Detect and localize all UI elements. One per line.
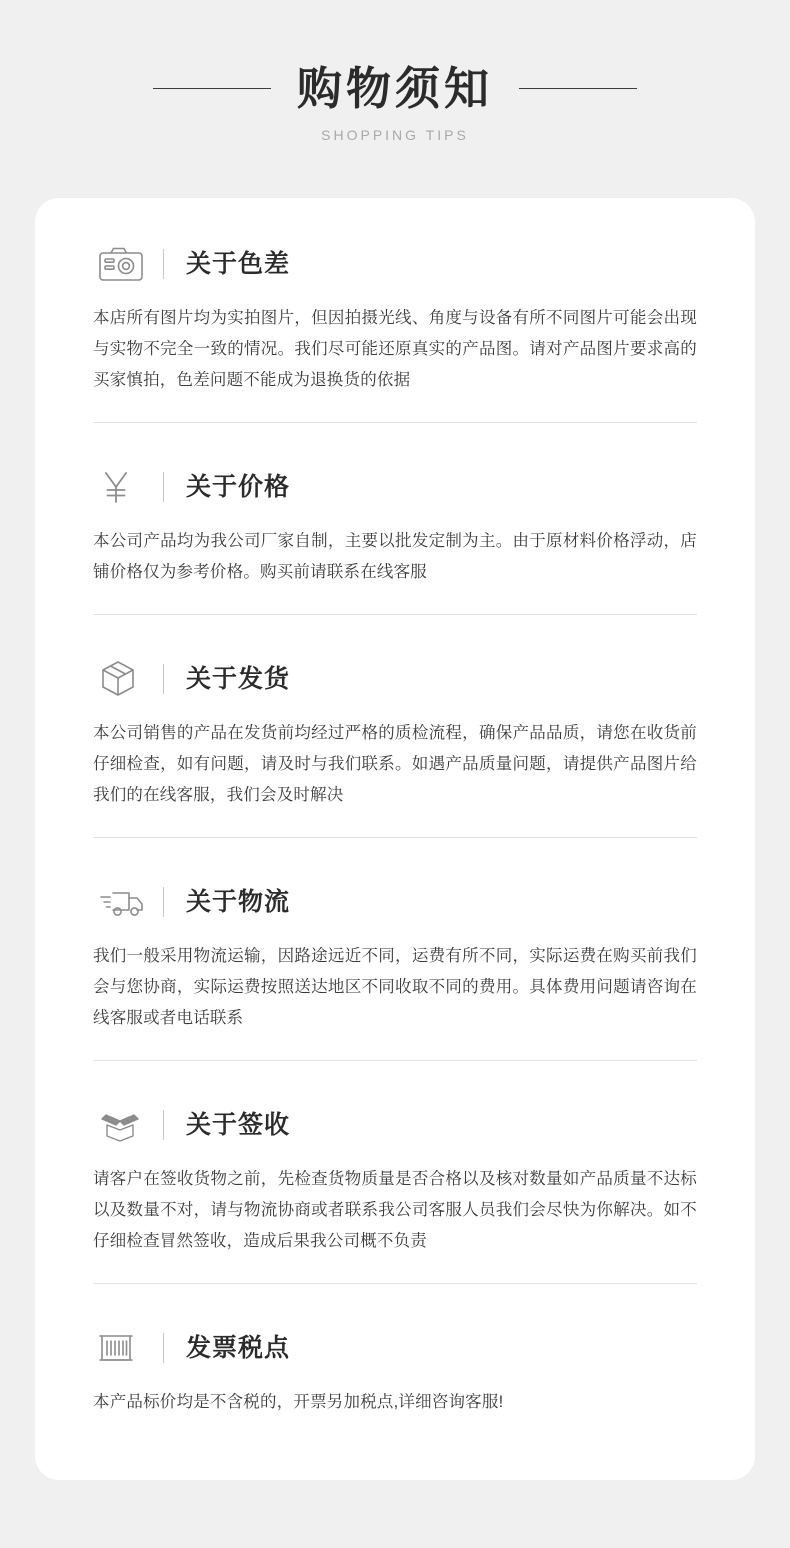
- section-title: 关于价格: [186, 472, 291, 501]
- tips-card: [35, 198, 755, 1480]
- section-body: 本公司产品均为我公司厂家自制，主要以批发定制为主。由于原材料价格浮动，店铺价格仅为参考价格。购买前请联系在线客服: [93, 532, 697, 581]
- truck-icon: [99, 880, 161, 924]
- tip-section-logistics: [93, 838, 697, 1061]
- section-title: 关于发货: [186, 664, 291, 693]
- page-title: 购物须知: [296, 63, 493, 114]
- section-title: 关于色差: [186, 249, 291, 278]
- page-header: [0, 0, 790, 143]
- section-head: [93, 1326, 697, 1370]
- section-divider: [163, 1333, 164, 1363]
- section-divider: [163, 249, 164, 279]
- section-title: 关于物流: [186, 887, 291, 916]
- header-rule-right: [519, 88, 637, 89]
- section-body: 本店所有图片均为实拍图片，但因拍摄光线、角度与设备有所不同图片可能会出现与实物不完全一致的情况。我们尽可能还原真实的产品图。请对产品图片要求高的买家慎拍，色差问题不能成为退换货的依据: [93, 309, 697, 389]
- tip-section-shipping: [93, 615, 697, 838]
- section-body: 本产品标价均是不含税的，开票另加税点,详细咨询客服!: [93, 1393, 504, 1411]
- section-body: 本公司销售的产品在发货前均经过严格的质检流程，确保产品品质，请您在收货前仔细检查，如有问题，请及时与我们联系。如遇产品质量问题，请提供产品图片给我们的在线客服，我们会及时解决: [93, 724, 697, 804]
- section-divider: [163, 472, 164, 502]
- tip-section-color: [93, 198, 697, 423]
- yen-icon: [99, 465, 161, 509]
- tip-section-invoice: [93, 1284, 697, 1448]
- section-divider: [163, 1110, 164, 1140]
- section-head: [93, 657, 697, 701]
- section-title: 发票税点: [186, 1333, 291, 1362]
- box-icon: [99, 657, 161, 701]
- tip-section-price: [93, 423, 697, 615]
- section-divider: [163, 887, 164, 917]
- open-box-icon: [99, 1103, 161, 1147]
- section-body: 我们一般采用物流运输，因路途远近不同，运费有所不同，实际运费在购买前我们会与您协商，实际运费按照送达地区不同收取不同的费用。具体费用问题请咨询在线客服或者电话联系: [93, 947, 697, 1027]
- section-head: [93, 1103, 697, 1147]
- section-title: 关于签收: [186, 1110, 291, 1139]
- invoice-icon: [99, 1326, 161, 1370]
- section-head: [93, 880, 697, 924]
- header-title-row: [0, 63, 790, 114]
- section-head: [93, 242, 697, 286]
- header-rule-left: [153, 88, 271, 89]
- section-body: 请客户在签收货物之前，先检查货物质量是否合格以及核对数量如产品质量不达标以及数量不对，请与物流协商或者联系我公司客服人员我们会尽快为你解决。如不仔细检查冒然签收，造成后果我公司概不负责: [93, 1170, 697, 1250]
- tip-section-receipt: [93, 1061, 697, 1284]
- section-head: [93, 465, 697, 509]
- camera-icon: [99, 242, 161, 286]
- section-divider: [163, 664, 164, 694]
- page-subtitle: SHOPPING TIPS: [321, 127, 469, 143]
